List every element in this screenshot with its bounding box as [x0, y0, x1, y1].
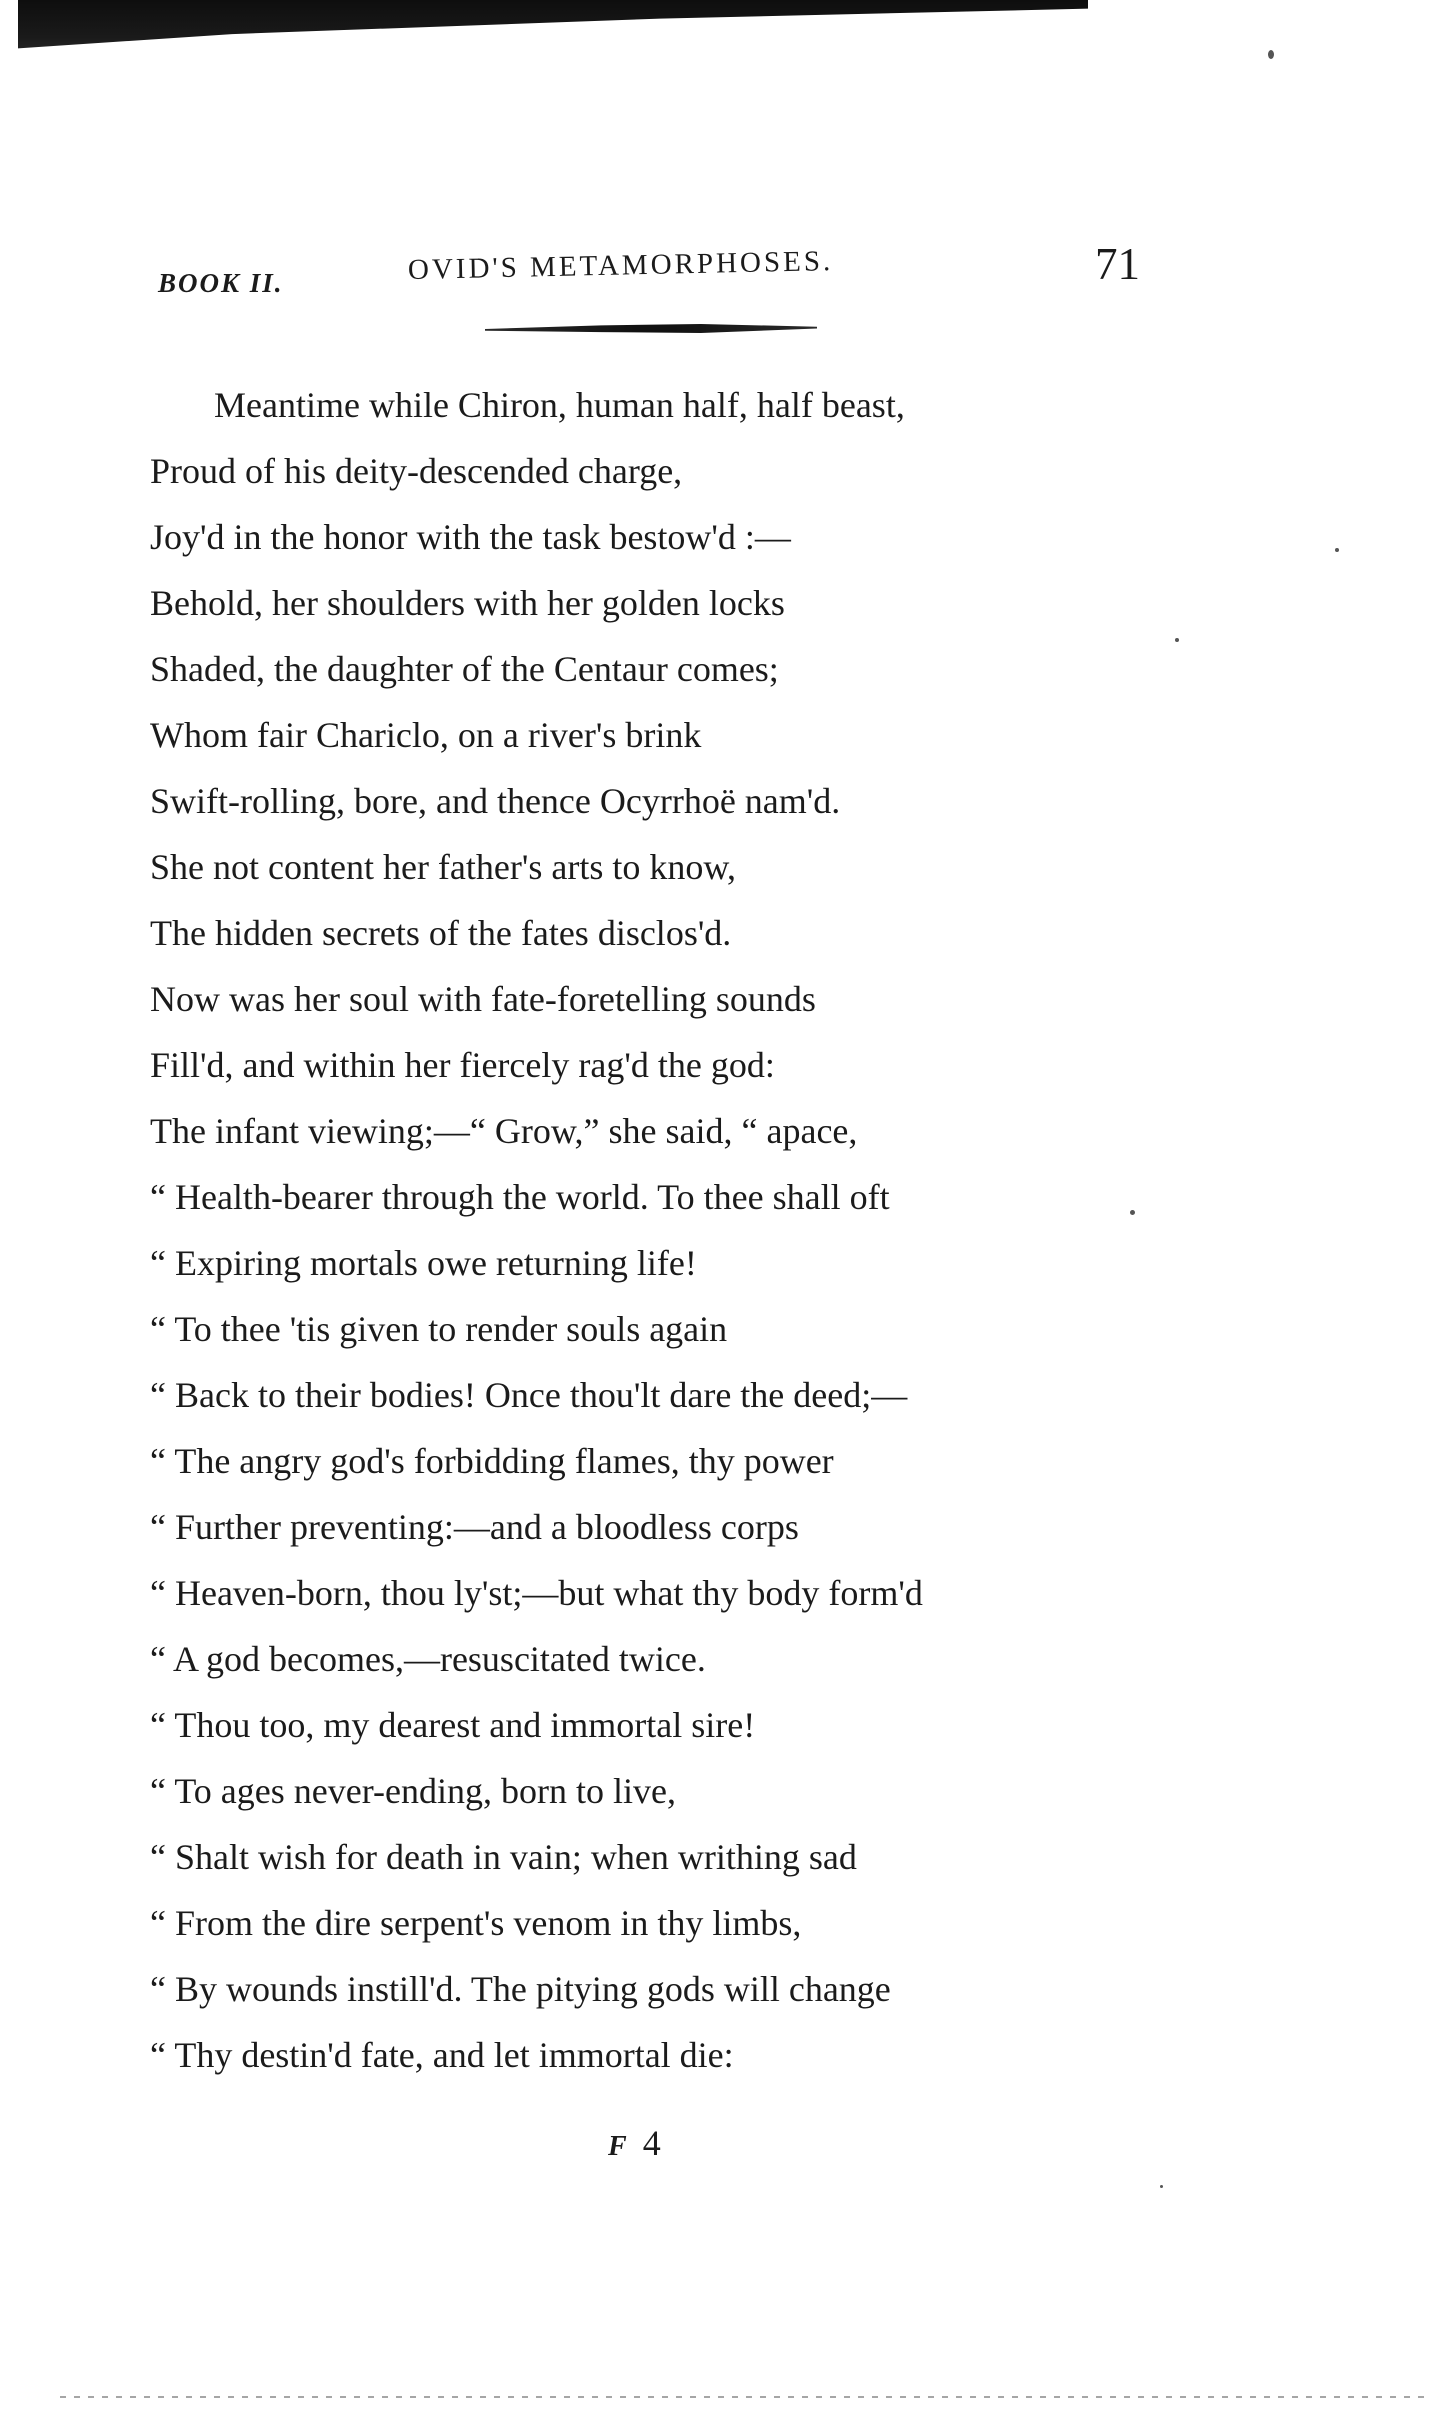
verse-line: Fill'd, and within her fiercely rag'd the god: — [150, 1045, 775, 1085]
ink-speck — [1335, 548, 1339, 552]
verse-line: “ Back to their bodies! Once thou'lt dare the deed;— — [150, 1375, 908, 1415]
ink-speck — [1130, 1210, 1135, 1215]
verse-line: “ Thou too, my dearest and immortal sire! — [150, 1705, 756, 1745]
verse-line: Swift-rolling, bore, and thence Ocyrrhoë nam'd. — [150, 781, 841, 821]
verse-line: “ Health-bearer through the world. To thee shall oft — [150, 1177, 890, 1217]
ornamental-rule — [485, 324, 817, 333]
page-header — [0, 238, 1438, 298]
verse-line: “ By wounds instill'd. The pitying gods will change — [150, 1969, 891, 2009]
signature-mark — [608, 2122, 661, 2164]
verse-line: She not content her father's arts to know, — [150, 847, 737, 887]
verse-line: Proud of his deity-descended charge, — [150, 451, 683, 491]
verse-line: “ To ages never-ending, born to live, — [150, 1771, 676, 1811]
page-number: 71 — [1095, 239, 1140, 289]
verse-line: “ Expiring mortals owe returning life! — [150, 1243, 697, 1283]
running-title: OVID'S METAMORPHOSES. — [407, 245, 834, 286]
ink-speck — [1268, 50, 1274, 59]
verse-line: The hidden secrets of the fates disclos'd. — [150, 913, 732, 953]
verse-line: “ Shalt wish for death in vain; when writhing sad — [150, 1837, 857, 1877]
verse-line: “ The angry god's forbidding flames, thy power — [150, 1441, 834, 1481]
verse-line: “ To thee 'tis given to render souls again — [150, 1309, 728, 1349]
book-label: BOOK II. — [158, 268, 284, 298]
verse-line: Now was her soul with fate-foretelling sounds — [150, 979, 816, 1019]
page-bottom-edge — [60, 2396, 1430, 2398]
verse-line: Meantime while Chiron, human half, half beast, — [214, 385, 905, 425]
verse-line: “ From the dire serpent's venom in thy limbs, — [150, 1903, 802, 1943]
signature-letter: F — [608, 2131, 627, 2162]
verse-line: “ Heaven-born, thou ly'st;—but what thy body form'd — [150, 1573, 923, 1613]
verse-line: “ A god becomes,—resuscitated twice. — [150, 1639, 706, 1679]
verse-line: “ Thy destin'd fate, and let immortal die: — [150, 2035, 734, 2075]
verse-line: “ Further preventing:—and a bloodless corps — [150, 1507, 799, 1547]
page-top-shadow — [18, 0, 1088, 62]
verse-line: The infant viewing;—“ Grow,” she said, “ apace, — [150, 1111, 858, 1151]
verse-line: Joy'd in the honor with the task bestow'd :— — [150, 517, 791, 557]
ink-speck — [1175, 638, 1179, 642]
verse-line: Whom fair Chariclo, on a river's brink — [150, 715, 702, 755]
verse-line: Shaded, the daughter of the Centaur comes; — [150, 649, 779, 689]
signature-number: 4 — [642, 2123, 661, 2163]
verse-line: Behold, her shoulders with her golden locks — [150, 583, 785, 623]
ink-speck — [1160, 2185, 1163, 2188]
